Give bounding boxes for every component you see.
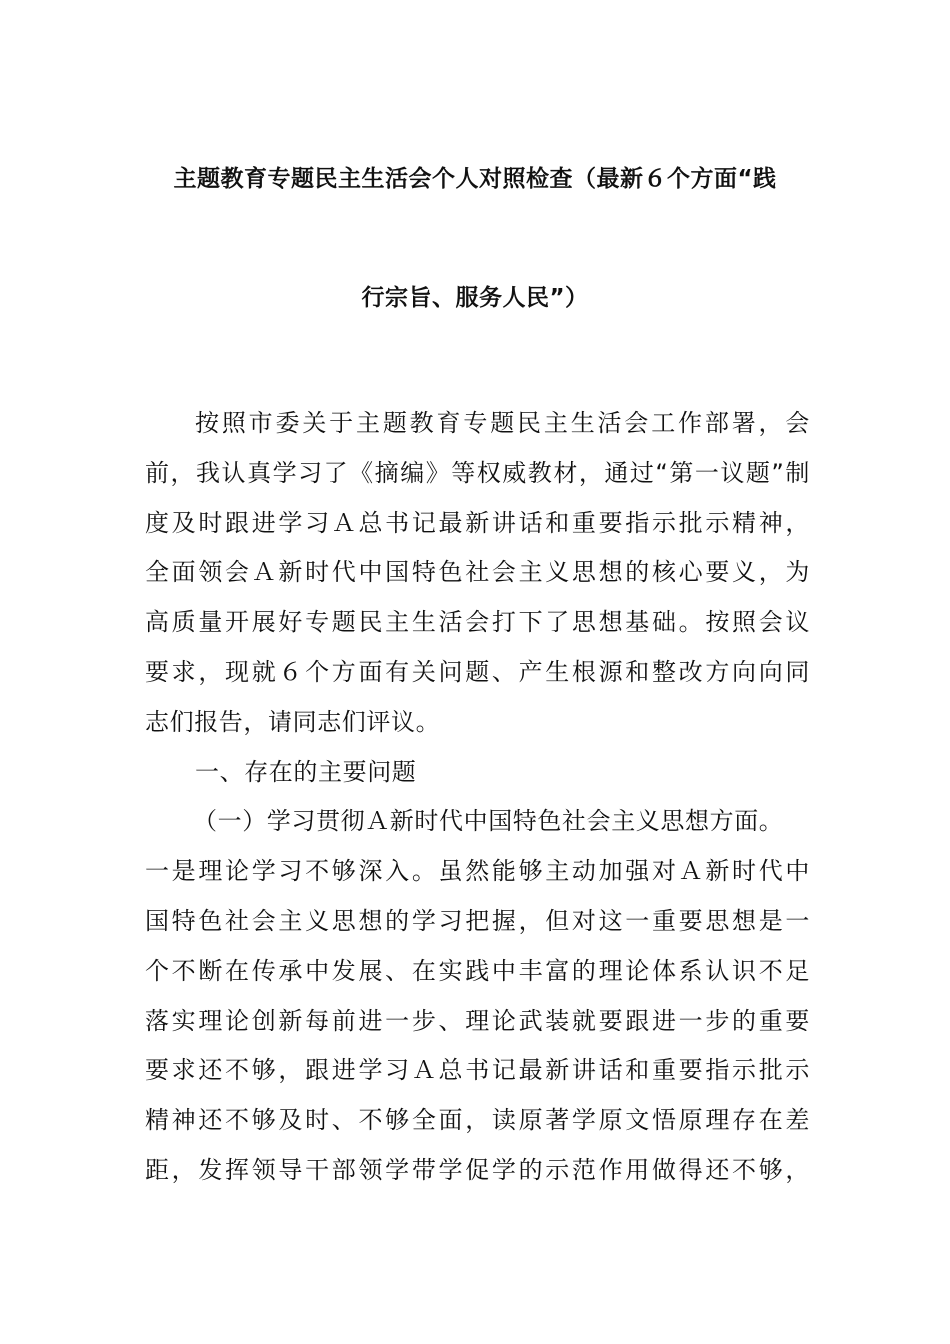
paragraph-line: 国特色社会主义思想的学习把握，但对这一重要思想是一 xyxy=(145,906,810,935)
paragraph-line: 落实理论创新每前进一步、理论武装就要跟进一步的重要 xyxy=(145,1006,810,1035)
paragraph-line: 要求还不够，跟进学习Ａ总书记最新讲话和重要指示批示 xyxy=(145,1056,810,1085)
paragraph-line: 距，发挥领导干部领学带学促学的示范作用做得还不够， xyxy=(145,1155,810,1184)
subsection-heading: （一）学习贯彻Ａ新时代中国特色社会主义思想方面。 xyxy=(193,807,784,836)
document-body xyxy=(145,403,810,1200)
paragraph-line: 志们报告，请同志们评议。 xyxy=(145,707,441,736)
paragraph-line: 按照市委关于主题教育专题民主生活会工作部署，会 xyxy=(195,409,810,437)
document-title-line-1: 主题教育专题民主生活会个人对照检查（最新６个方面“践 xyxy=(173,166,777,192)
document-title-line-2: 行宗旨、服务人民”） xyxy=(361,285,589,311)
paragraph-line: 度及时跟进学习Ａ总书记最新讲话和重要指示批示精神， xyxy=(145,508,810,537)
paragraph-line: 高质量开展好专题民主生活会打下了思想基础。按照会议 xyxy=(145,608,810,637)
paragraph-line: 全面领会Ａ新时代中国特色社会主义思想的核心要义，为 xyxy=(145,558,810,587)
paragraph-line: 前，我认真学习了《摘编》等权威教材，通过“第一议题”制 xyxy=(145,458,810,487)
paragraph-line: 要求，现就６个方面有关问题、产生根源和整改方向向同 xyxy=(145,657,810,686)
paragraph-line: 一是理论学习不够深入。虽然能够主动加强对Ａ新时代中 xyxy=(145,857,810,886)
section-heading: 一、存在的主要问题 xyxy=(195,757,417,786)
paragraph-line: 个不断在传承中发展、在实践中丰富的理论体系认识不足 xyxy=(145,956,810,985)
paragraph-line: 精神还不够及时、不够全面，读原著学原文悟原理存在差 xyxy=(145,1106,810,1135)
